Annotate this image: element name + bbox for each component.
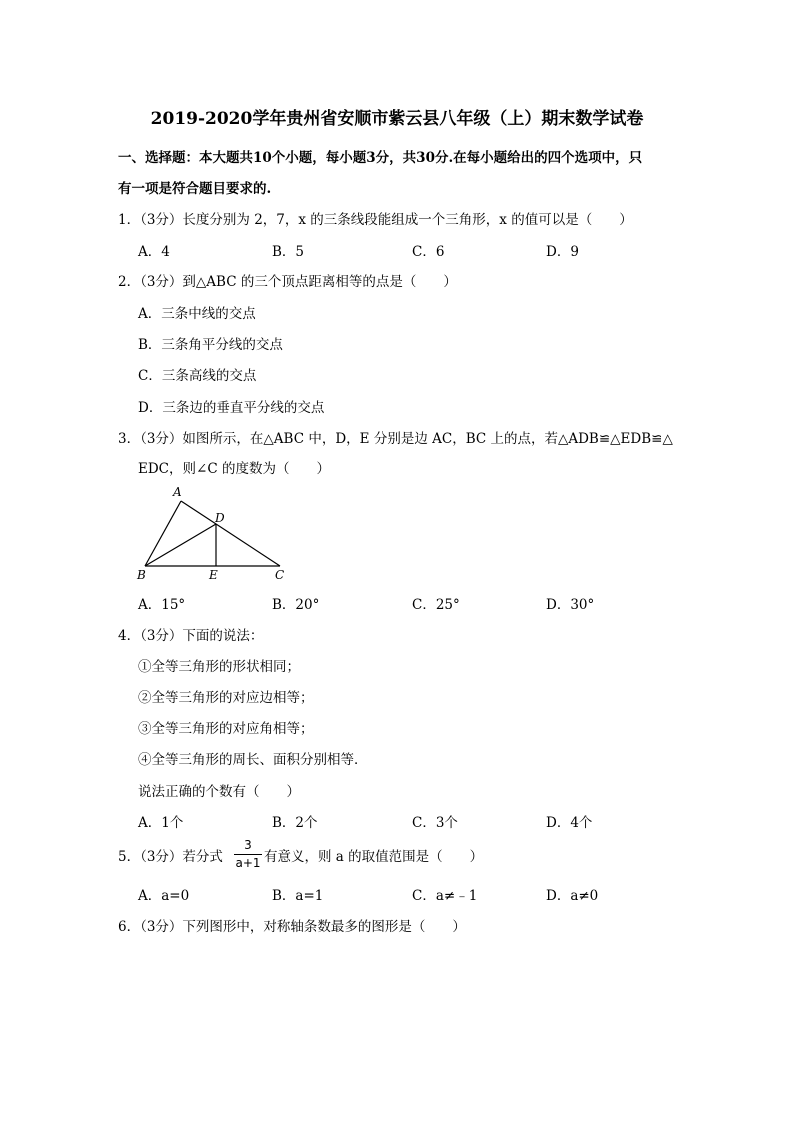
fraction-denominator: a+1 (235, 856, 261, 870)
section-heading-line2: 有一项是符合题目要求的. (118, 181, 272, 197)
question-6-text: 6．（3分）下列图形中，对称轴条数最多的图形是（ ） (118, 919, 466, 935)
question-4-statement-2: ②全等三角形的对应边相等； (138, 690, 314, 706)
label-a: A (173, 485, 182, 499)
question-5-option-a: A．a=0 (138, 888, 190, 904)
question-5-option-c: C．a≠﹣1 (412, 888, 478, 904)
segment-ab (145, 501, 181, 566)
question-2-option-c: C．三条高线的交点 (138, 368, 257, 384)
question-2-option-a: A．三条中线的交点 (138, 306, 256, 322)
fraction-numerator: 3 (244, 838, 252, 852)
question-4-option-b: B．2个 (272, 815, 318, 831)
question-5-option-b: B．a=1 (272, 888, 324, 904)
question-4-option-d: D．4个 (546, 815, 593, 831)
question-1-option-a: A．4 (138, 244, 170, 260)
question-3-text-line1: 3．（3分）如图所示，在△ABC 中，D，E 分别是边 AC，BC 上的点，若△ADB≌△EDB≌△ (118, 431, 673, 447)
question-5-option-d: D．a≠0 (546, 888, 599, 904)
question-4-text: 4．（3分）下面的说法： (118, 628, 264, 644)
page-title: 2019-2020学年贵州省安顺市紫云县八年级（上）期末数学试卷 (150, 109, 644, 129)
section-heading-line1: 一、选择题：本大题共10个小题，每小题3分，共30分.在每小题给出的四个选项中，只 (118, 150, 643, 166)
question-1-option-c: C．6 (412, 244, 445, 260)
triangle-figure (130, 482, 300, 586)
question-4-statement-4: ④全等三角形的周长、面积分别相等． (138, 752, 368, 768)
question-4-statement-3: ③全等三角形的对应角相等； (138, 721, 314, 737)
segment-ac (181, 501, 280, 566)
question-1-text: 1．（3分）长度分别为 2，7，x 的三条线段能组成一个三角形，x 的值可以是（ ） (118, 212, 633, 228)
question-4-prompt: 说法正确的个数有（ ） (138, 784, 300, 800)
fraction-bar (234, 854, 262, 855)
label-d: D (215, 511, 225, 525)
question-4-option-c: C．3个 (412, 815, 458, 831)
question-4-option-a: A．1个 (138, 815, 184, 831)
segment-bd (145, 524, 216, 566)
label-b: B (137, 568, 146, 582)
question-5-prefix: 5．（3分）若分式 (118, 849, 223, 865)
question-5-suffix: 有意义，则 a 的取值范围是（ ） (264, 849, 484, 865)
question-3-option-c: C．25° (412, 597, 460, 613)
question-1-option-b: B．5 (272, 244, 305, 260)
question-2-option-d: D．三条边的垂直平分线的交点 (138, 400, 325, 416)
question-2-option-b: B．三条角平分线的交点 (138, 337, 283, 353)
question-1-option-d: D．9 (546, 244, 579, 260)
question-3-text-line2: EDC，则∠C 的度数为（ ） (138, 461, 330, 477)
question-5-fraction (234, 838, 262, 871)
question-2-text: 2．（3分）到△ABC 的三个顶点距离相等的点是（ ） (118, 274, 457, 290)
label-c: C (275, 568, 285, 582)
question-4-statement-1: ①全等三角形的形状相同； (138, 659, 300, 675)
question-3-option-a: A．15° (138, 597, 186, 613)
question-3-option-b: B．20° (272, 597, 320, 613)
label-e: E (209, 568, 218, 582)
question-3-option-d: D．30° (546, 597, 595, 613)
